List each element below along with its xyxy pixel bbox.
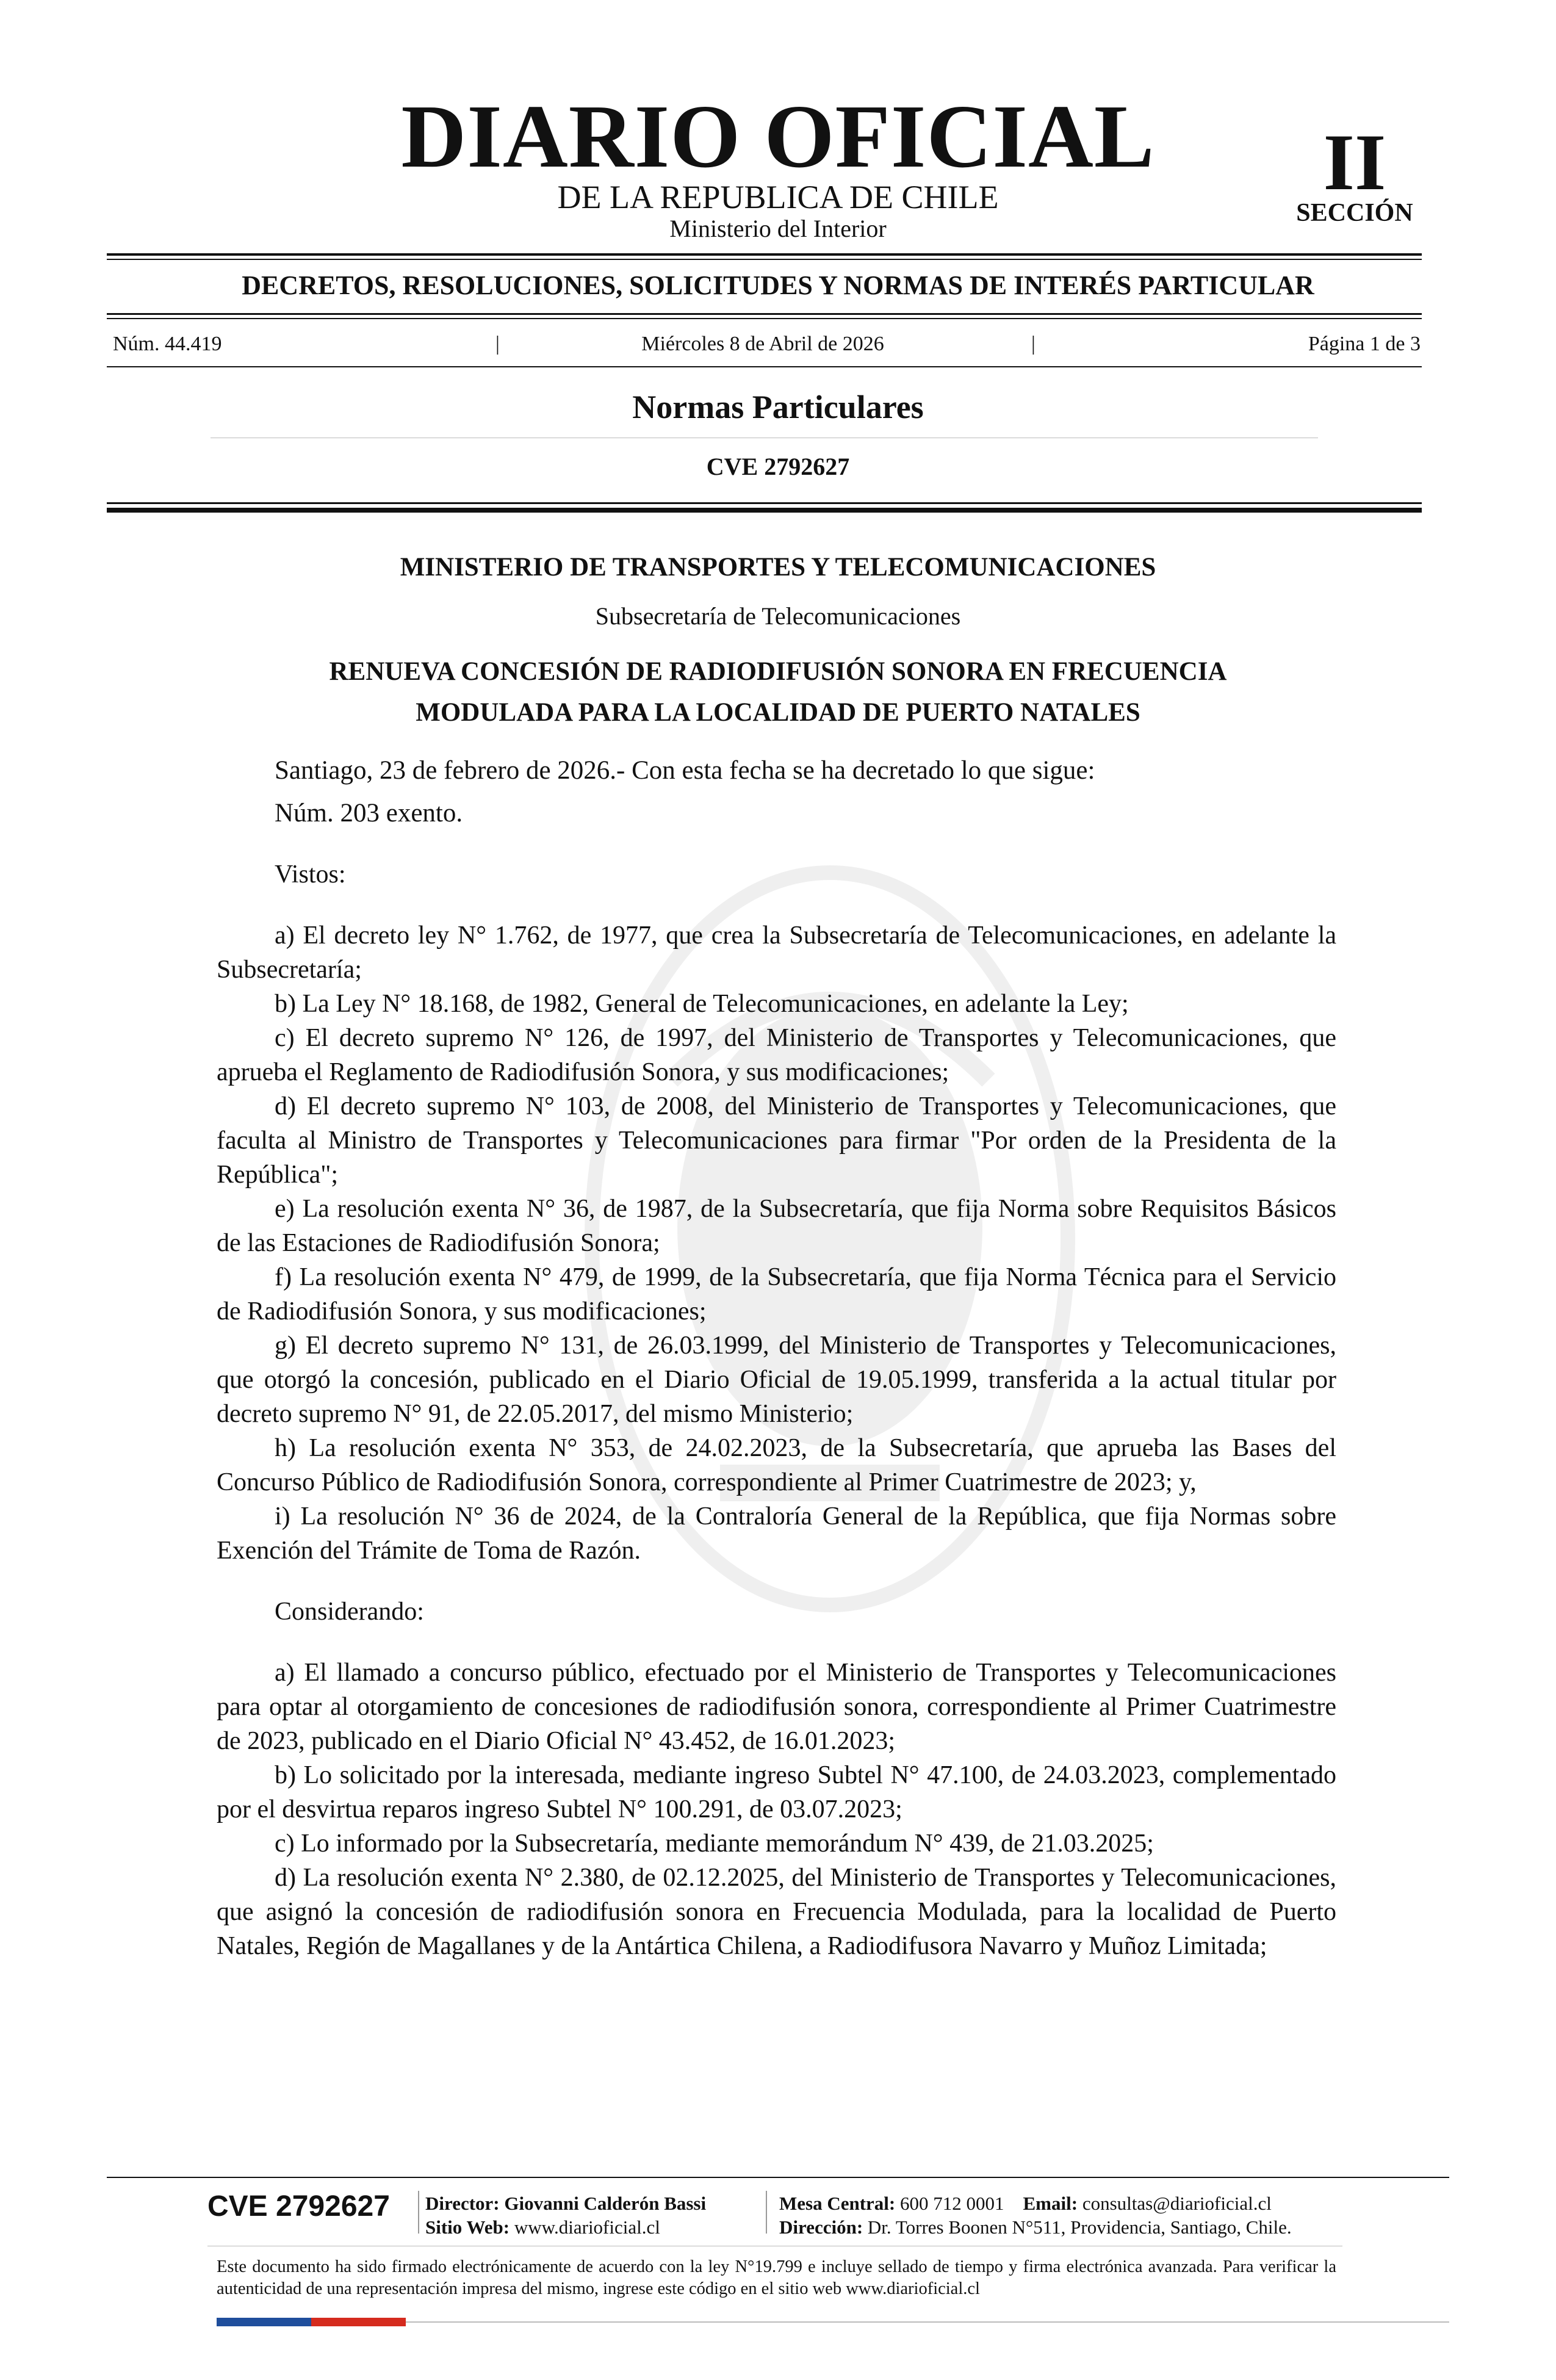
document-body (217, 754, 1336, 1963)
cve-heading: CVE 2792627 (706, 453, 850, 480)
footer-rule (107, 2177, 1449, 2178)
decree-number: Núm. 203 exento. (275, 799, 463, 828)
header-rule (107, 502, 1422, 504)
vistos-item: i) La resolución N° 36 de 2024, de la Contraloría General de la República, que fija Normas sobre Exención del Trámite de Toma de Razón. (217, 1502, 1336, 1565)
email-link[interactable]: consultas@diarioficial.cl (1082, 2193, 1272, 2214)
vistos-item: e) La resolución exenta N° 36, de 1987, de la Subsecretaría, que fija Norma sobre Requisitos Básicos de las Estaciones de Radiodifusión Sonora; (217, 1195, 1336, 1257)
vistos-item: a) El decreto ley N° 1.762, de 1977, que crea la Subsecretaría de Telecomunicaciones, en adelante la Subsecretaría; (217, 921, 1336, 984)
director-name: Giovanni Calderón Bassi (504, 2193, 707, 2214)
vistos-item: d) El decreto supremo N° 103, de 2008, del Ministerio de Transportes y Telecomunicaciones, que faculta al Ministro de Transportes y Telecomunicaciones para firmar "Por orden de la Presidenta de la República"; (217, 1092, 1336, 1189)
banner-rule-thin (107, 318, 1422, 319)
newspaper-subtitle: DE LA REPUBLICA DE CHILE (557, 179, 999, 215)
subsecretaria-heading: Subsecretaría de Telecomunicaciones (595, 602, 961, 630)
vistos-item: b) La Ley N° 18.168, de 1982, General de Telecomunicaciones, en adelante la Ley; (275, 990, 1129, 1018)
considerando-item: b) Lo solicitado por la interesada, mediante ingreso Subtel N° 47.100, de 24.03.2023, complementado por el desvirtua reparos ingreso Subtel N° 100.291, de 03.07.2023; (217, 1761, 1336, 1823)
section-heading: Normas Particulares (632, 389, 924, 425)
footer-phone-email (779, 2194, 1272, 2213)
flag-stripe-red (311, 2318, 406, 2326)
opening-line: Santiago, 23 de febrero de 2026.- Con esta fecha se ha decretado lo que sigue: (275, 756, 1095, 785)
section-numeral: II (1323, 117, 1386, 207)
director-label: Director: (425, 2193, 500, 2214)
vistos-item: c) El decreto supremo N° 126, de 1997, del Ministerio de Transportes y Telecomunicaciones, que aprueba el Reglamento de Radiodifusión Sonora, y sus modificaciones; (217, 1024, 1336, 1086)
issue-date: Miércoles 8 de Abril de 2026 (641, 333, 884, 355)
issue-separator: | (495, 333, 500, 355)
document-title-line: RENUEVA CONCESIÓN DE RADIODIFUSIÓN SONORA EN FRECUENCIA (329, 657, 1227, 686)
footer-divider (418, 2191, 419, 2234)
considerando-item: c) Lo informado por la Subsecretaría, mediante memorándum N° 439, de 21.03.2025; (275, 1830, 1154, 1858)
address-label: Dirección: (779, 2216, 863, 2238)
footer-divider (766, 2191, 767, 2234)
vistos-item: g) El decreto supremo N° 131, de 26.03.1999, del Ministerio de Transportes y Telecomunicaciones, que otorgó la concesión, publicado en el Diario Oficial de 19.05.1999, transferida a la actual titular por decreto supremo N° 91, de 22.05.2017, del mismo Ministerio; (217, 1332, 1336, 1428)
address-text: Dr. Torres Boonen N°511, Providencia, Santiago, Chile. (867, 2216, 1292, 2238)
section-label: SECCIÓN (1296, 199, 1413, 227)
vistos-item: f) La resolución exenta N° 479, de 1999, de la Subsecretaría, que fija Norma Técnica para el Servicio de Radiodifusión Sonora, y sus modificaciones; (217, 1263, 1336, 1325)
phone-label: Mesa Central: (779, 2193, 896, 2214)
footer-director (425, 2194, 706, 2213)
document-title (0, 652, 1556, 733)
issue-number: Núm. 44.419 (113, 333, 222, 355)
considerando-heading: Considerando: (275, 1598, 424, 1626)
footer-website (425, 2218, 660, 2237)
newspaper-ministry: Ministerio del Interior (669, 215, 887, 242)
ministry-heading: MINISTERIO DE TRANSPORTES Y TELECOMUNICACIONES (400, 553, 1156, 582)
footer-address (779, 2218, 1292, 2237)
newspaper-title: DIARIO OFICIAL (401, 87, 1155, 187)
masthead-rule-top-thin (107, 259, 1422, 260)
flag-stripe-line (406, 2321, 1449, 2323)
vistos-item: h) La resolución exenta N° 353, de 24.02.2023, de la Subsecretaría, que aprueba las Bases del Concurso Público de Radiodifusión Sonora, correspondiente al Primer Cuatrimestre de 2023; y, (217, 1434, 1336, 1496)
issue-separator: | (1031, 333, 1036, 355)
document-title-line: MODULADA PARA LA LOCALIDAD DE PUERTO NATALES (416, 698, 1140, 727)
footer-cve: CVE 2792627 (207, 2190, 390, 2223)
header-rule-thick (107, 508, 1422, 513)
phone-number: 600 712 0001 (900, 2193, 1004, 2214)
site-label: Sitio Web: (425, 2216, 510, 2238)
considerando-item: a) El llamado a concurso público, efectuado por el Ministerio de Transportes y Telecomunicaciones para optar al otorgamiento de concesiones de radiodifusión sonora, correspondiente al Primer Cuatrimestre de 2023, publicado en el Diario Oficial N° 43.452, de 16.01.2023; (217, 1659, 1336, 1755)
page-counter: Página 1 de 3 (1308, 333, 1421, 355)
considerando-item: d) La resolución exenta N° 2.380, de 02.12.2025, del Ministerio de Transportes y Telecomunicaciones, que asignó la concesión de radiodifusión sonora en Frecuencia Modulada, para la localidad de Puerto Natales, Región de Magallanes y de la Antártica Chilena, a Radiodifusora Navarro y Muñoz Limitada; (217, 1864, 1336, 1960)
flag-stripe-blue (217, 2318, 311, 2326)
banner-rule (107, 313, 1422, 315)
issue-rule (107, 366, 1422, 367)
masthead-rule-top (107, 253, 1422, 256)
legal-notice: Este documento ha sido firmado electrónicamente de acuerdo con la ley N°19.799 e incluye sellado de tiempo y firma electrónica avanzada. Para verificar la autenticidad de una representación impresa del mismo, ingrese este código en el sitio web www.diarioficial.cl (217, 2257, 1336, 2298)
email-label: Email: (1023, 2193, 1078, 2214)
vistos-heading: Vistos: (275, 860, 346, 889)
site-link[interactable]: www.diarioficial.cl (514, 2216, 660, 2238)
section-banner: DECRETOS, RESOLUCIONES, SOLICITUDES Y NORMAS DE INTERÉS PARTICULAR (242, 270, 1314, 300)
